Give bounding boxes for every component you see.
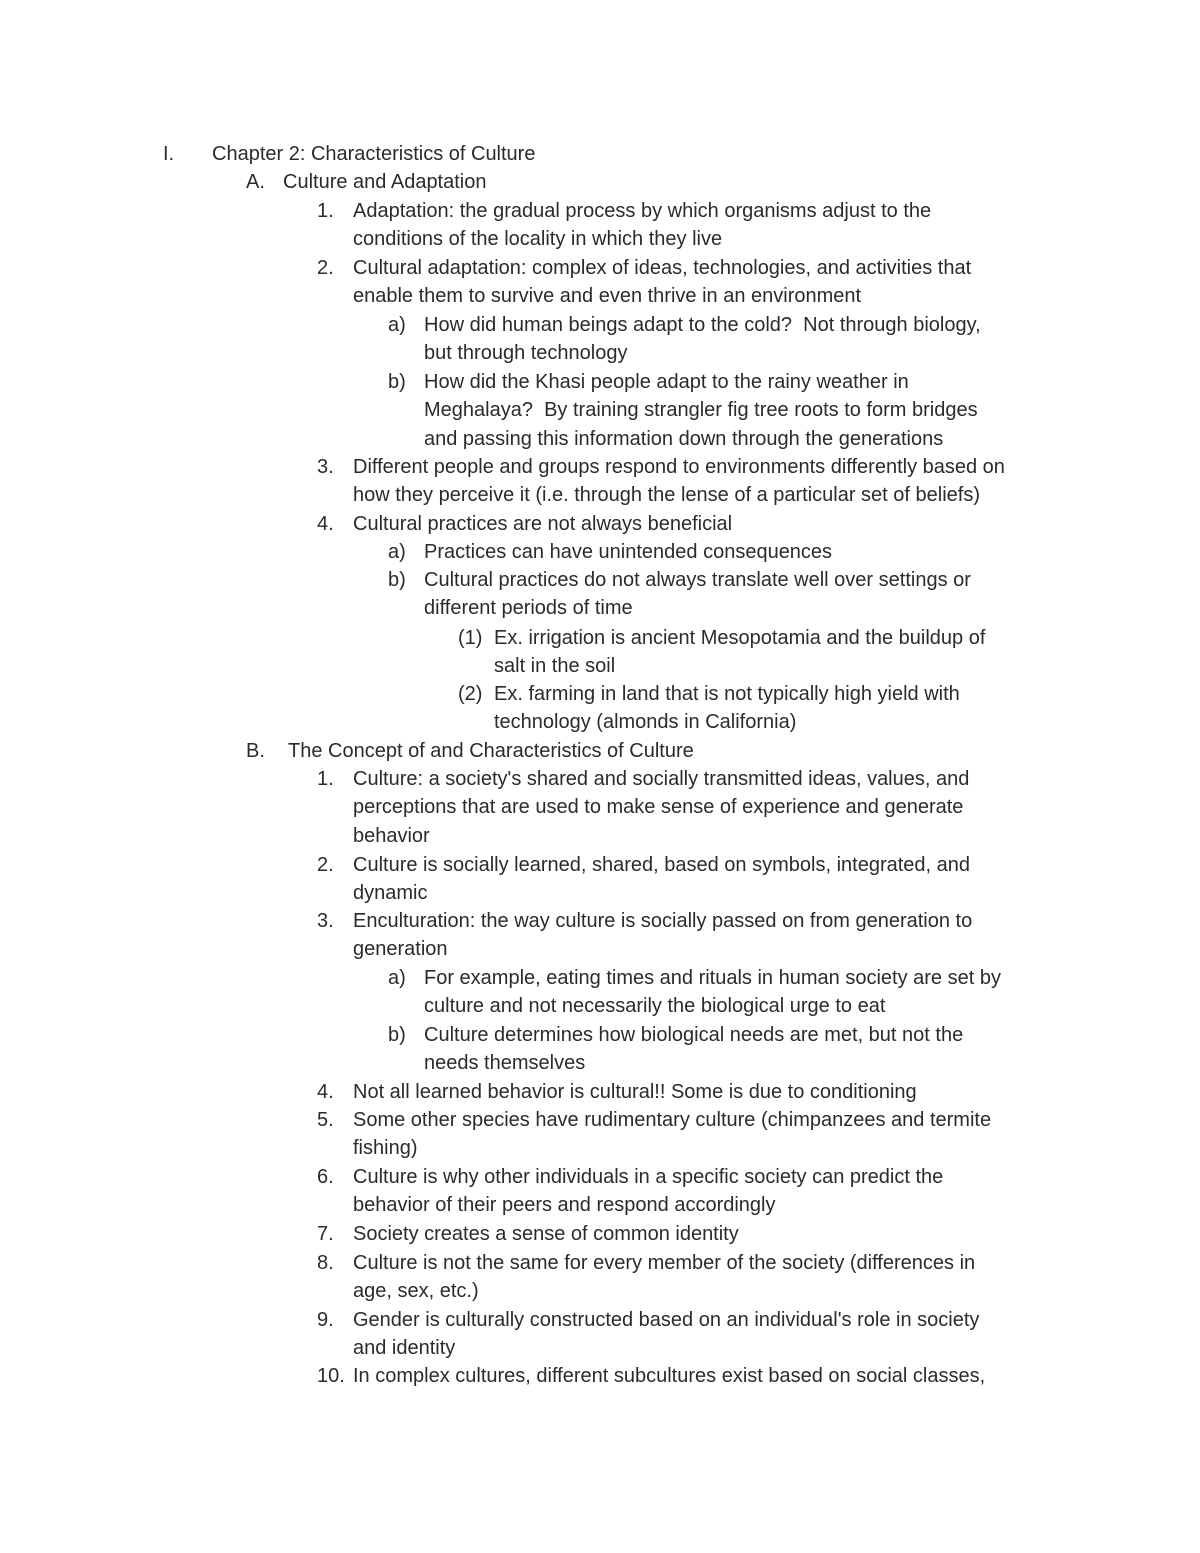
text-line: In complex cultures, different subcultures exist based on social classes,	[353, 1365, 986, 1387]
outline-marker: 9.	[317, 1309, 334, 1331]
outline-marker: 8.	[317, 1252, 334, 1274]
text-line: enable them to survive and even thrive in an environment	[353, 285, 862, 308]
outline-marker: 10.	[317, 1365, 345, 1387]
text-line: For example, eating times and rituals in human society are set by	[424, 967, 1001, 989]
outline-text	[424, 368, 978, 453]
text-line: Meghalaya? By training strangler fig tree roots to form bridges	[424, 399, 978, 422]
outline-marker: 1.	[317, 768, 334, 790]
outline-text	[424, 311, 981, 368]
outline-text	[288, 737, 694, 765]
outline-text	[353, 1306, 979, 1363]
outline-marker: 5.	[317, 1109, 334, 1131]
outline-marker: 7.	[317, 1223, 334, 1245]
outline-marker: b)	[388, 569, 406, 591]
outline-marker: (1)	[458, 627, 483, 649]
outline-marker: I.	[163, 143, 175, 165]
outline-text	[283, 168, 487, 196]
outline-text	[353, 765, 969, 850]
outline-marker: b)	[388, 371, 406, 393]
text-line: behavior	[353, 824, 430, 847]
text-line: dynamic	[353, 882, 428, 905]
text-line: Not all learned behavior is cultural!! Some is due to conditioning	[353, 1081, 917, 1103]
text-line: Cultural practices are not always beneficial	[353, 513, 733, 535]
text-line: age, sex, etc.)	[353, 1280, 479, 1303]
outline-marker: 4.	[317, 1081, 334, 1103]
outline-text	[353, 907, 972, 964]
text-line: Culture is not the same for every member of the society (differences in	[353, 1252, 976, 1274]
text-line: culture and not necessarily the biological urge to eat	[424, 995, 886, 1018]
outline-marker: (2)	[458, 683, 483, 705]
text-line: generation	[353, 938, 448, 961]
text-line: Society creates a sense of common identity	[353, 1223, 739, 1245]
outline-text	[353, 254, 971, 311]
outline-text	[494, 624, 985, 681]
text-line: and identity	[353, 1337, 456, 1360]
text-line: Culture and Adaptation	[283, 171, 487, 193]
text-line: Ex. farming in land that is not typically high yield with	[494, 683, 960, 705]
text-line: Culture: a society's shared and socially transmitted ideas, values, and	[353, 768, 970, 790]
text-line: how they perceive it (i.e. through the lense of a particular set of beliefs)	[353, 484, 981, 507]
outline-text	[353, 1163, 943, 1220]
text-line: needs themselves	[424, 1052, 586, 1075]
text-line: How did human beings adapt to the cold? Not through biology,	[424, 314, 981, 336]
outline-marker: b)	[388, 1024, 406, 1046]
text-line: Different people and groups respond to environments differently based on	[353, 456, 1005, 478]
outline-text	[424, 964, 1001, 1021]
outline-text	[424, 538, 832, 566]
outline-text	[353, 851, 970, 908]
outline-text	[353, 1078, 917, 1106]
outline-text	[494, 680, 960, 737]
text-line: Cultural adaptation: complex of ideas, technologies, and activities that	[353, 257, 972, 279]
text-line: perceptions that are used to make sense of experience and generate	[353, 796, 964, 819]
text-line: Cultural practices do not always translate well over settings or	[424, 569, 971, 591]
text-line: salt in the soil	[494, 655, 616, 678]
outline-marker: 6.	[317, 1166, 334, 1188]
text-line: Chapter 2: Characteristics of Culture	[212, 143, 536, 165]
outline-text	[353, 1220, 739, 1248]
text-line: Practices can have unintended consequences	[424, 541, 833, 563]
outline-text	[353, 510, 732, 538]
outline-marker: B.	[246, 740, 265, 762]
text-line: conditions of the locality in which they live	[353, 228, 723, 251]
text-line: Culture determines how biological needs are met, but not the	[424, 1024, 964, 1046]
text-line: fishing)	[353, 1137, 418, 1160]
text-line: technology (almonds in California)	[494, 711, 797, 734]
outline-text	[353, 1362, 985, 1390]
text-line: Culture is why other individuals in a specific society can predict the	[353, 1166, 944, 1188]
outline-marker: 3.	[317, 910, 334, 932]
outline-marker: 2.	[317, 257, 334, 279]
outline-text	[353, 1249, 975, 1306]
text-line: different periods of time	[424, 597, 633, 620]
outline-marker: A.	[246, 171, 265, 193]
text-line: Some other species have rudimentary culture (chimpanzees and termite	[353, 1109, 992, 1131]
text-line: but through technology	[424, 342, 628, 365]
text-line: and passing this information down through the generations	[424, 427, 944, 450]
outline-text	[424, 566, 971, 623]
text-line: The Concept of and Characteristics of Culture	[288, 740, 694, 762]
outline-marker: 4.	[317, 513, 334, 535]
outline-marker: a)	[388, 541, 406, 563]
outline-marker: 3.	[317, 456, 334, 478]
text-line: behavior of their peers and respond accordingly	[353, 1194, 776, 1217]
outline-text	[353, 197, 931, 254]
outline-text	[424, 1021, 963, 1078]
outline-marker: a)	[388, 314, 406, 336]
text-line: Ex. irrigation is ancient Mesopotamia and the buildup of	[494, 627, 986, 649]
outline-marker: 1.	[317, 200, 334, 222]
text-line: Enculturation: the way culture is socially passed on from generation to	[353, 910, 973, 932]
outline-marker: a)	[388, 967, 406, 989]
text-line: Adaptation: the gradual process by which organisms adjust to the	[353, 200, 932, 222]
outline-marker: 2.	[317, 854, 334, 876]
text-line: Gender is culturally constructed based on an individual's role in society	[353, 1309, 980, 1331]
outline-text	[353, 453, 1005, 510]
text-line: Culture is socially learned, shared, based on symbols, integrated, and	[353, 854, 971, 876]
outline-text	[212, 140, 535, 168]
outline-text	[353, 1106, 991, 1163]
text-line: How did the Khasi people adapt to the rainy weather in	[424, 371, 909, 393]
